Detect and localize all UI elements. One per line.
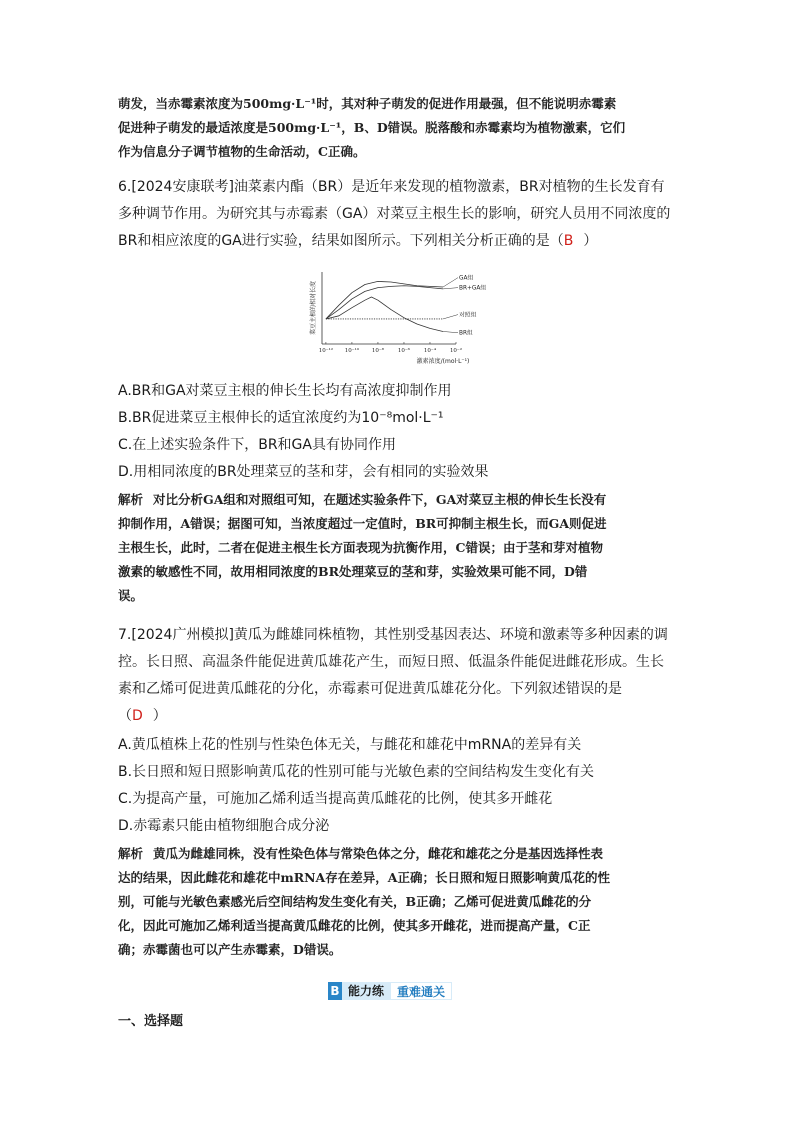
prev-explanation-line: 促进种子萌发的最适浓度是500mg·L⁻¹，B、D错误。脱落酸和赤霉素均为植物激素，它们 [118,120,626,135]
explanation-line: 激素的敏感性不同，故用相同浓度的BR处理菜豆的茎和芽，实验效果可能不同，D错 [118,564,588,579]
option-c: C.为提高产量，可施加乙烯利适当提高黄瓜雌花的比例，使其多开雌花 [118,791,553,807]
question-6-line [118,228,678,255]
option-a: A.BR和GA对菜豆主根的伸长生长均有高浓度抑制作用 [118,383,452,399]
question-6-close-paren: ） [583,233,598,249]
section-heading: 一、选择题 [118,1014,184,1029]
question-6-line: 6.[2024安康联考]油菜素内酯（BR）是近年来发现的植物激素，BR对植物的生长发育有 [118,179,665,195]
series-label-1: BR+GA组 [459,285,487,292]
y-axis-label: 菜豆主根的相对长度 [310,280,317,336]
explanation-line: 主根生长，此时，二者在促进主根生长方面表现为抗衡作用，C错误；由于茎和芽对植物 [118,540,603,555]
option-b: B.长日照和短日照影响黄瓜花的性别可能与光敏色素的空间结构发生变化有关 [118,764,595,780]
series-line-3 [326,297,443,331]
question-6-line: 多种调节作用。为研究其与赤霉素（GA）对菜豆主根生长的影响，研究人员用不同浓度的 [118,206,671,222]
series-leader-3 [443,331,458,332]
explanation-line: 误。 [118,588,144,603]
question-7-stem [118,622,678,730]
explanation-line: 抑制作用，A错误；据图可知，当浓度超过一定值时，BR可抑制主根生长，而GA则促进 [118,516,607,531]
explanation-text: 黄瓜为雌雄同株，没有性染色体与常染色体之分，雌花和雄花之分是基因选择性表 [153,846,604,861]
question-7-line: 7.[2024广州模拟]黄瓜为雌雄同株植物，其性别受基因表达、环境和激素等多种因素的调 [118,627,668,643]
series-label-3: BR组 [459,330,473,337]
banner-subtitle: 重难通关 [390,982,452,1000]
x-tick-label: 10⁻¹² [318,348,334,354]
option-b: B.BR促进菜豆主根伸长的适宜浓度约为10⁻⁸mol·L⁻¹ [118,410,444,426]
explanation-line [118,488,678,512]
question-6-answer: B [563,233,574,249]
prev-explanation-line: 作为信息分子调节植物的生命活动，C正确。 [118,144,366,159]
question-6-explanation [118,488,678,608]
prev-explanation [118,92,678,164]
x-tick-label: 10⁻⁶ [397,348,411,354]
series-label-2: 对照组 [459,312,477,319]
ability-practice-banner [328,982,452,1000]
option-d: D.赤霉素只能由植物细胞合成分泌 [118,818,330,834]
explanation-line: 确；赤霉菌也可以产生赤霉素，D错误。 [118,942,342,957]
series-leader-0 [443,278,458,287]
question-7-explanation [118,842,678,962]
question-7-options [118,732,678,840]
question-7-close-paren: ） [152,708,167,724]
question-6-stem [118,174,678,255]
x-tick-label: 10⁻⁴ [423,348,437,354]
question-6-options [118,378,678,486]
series-line-1 [326,286,443,319]
series-leader-1 [443,288,458,289]
x-tick-label: 10⁻¹⁰ [344,348,360,354]
banner-title: 能力练 [342,982,390,1000]
explanation-line: 达的结果，因此雌花和雄花中mRNA存在差异，A正确；长日照和短日照影响黄瓜花的性 [118,870,610,885]
question-7-open-paren: （ [118,708,132,724]
series-label-0: GA组 [459,275,474,282]
explanation-line: 化，因此可施加乙烯利适当提高黄瓜雌花的比例，使其多开雌花，进而提高产量，C正 [118,918,591,933]
explanation-label: 解析 [118,492,144,507]
x-tick-label: 10⁻² [449,348,463,354]
banner-letter: B [328,982,342,1000]
question-7-line [118,703,678,730]
question-6-last-text: BR和相应浓度的GA进行实验，结果如图所示。下列相关分析正确的是（ [118,233,564,249]
option-a: A.黄瓜植株上花的性别与性染色体无关，与雌花和雄花中mRNA的差异有关 [118,737,582,753]
option-d: D.用相同浓度的BR处理菜豆的茎和芽，会有相同的实验效果 [118,464,489,480]
x-tick-label: 10⁻⁸ [371,348,384,354]
x-axis-label: 激素浓度/(mol·L⁻¹) [416,358,470,365]
explanation-label: 解析 [118,846,144,861]
series-leader-2 [443,315,458,319]
option-c: C.在上述实验条件下，BR和GA具有协同作用 [118,437,396,453]
explanation-text: 对比分析GA组和对照组可知，在题述实验条件下，GA对菜豆主根的伸长生长没有 [153,492,607,507]
chart-svg [308,268,498,370]
explanation-line [118,842,678,866]
question-7-line: 素和乙烯可促进黄瓜雌花的分化，赤霉素可促进黄瓜雄花分化。下列叙述错误的是 [118,681,622,697]
explanation-line: 别，可能与光敏色素感光后空间结构发生变化有关，B正确；乙烯可促进黄瓜雌花的分 [118,894,592,909]
prev-explanation-line: 萌发，当赤霉素浓度为500mg·L⁻¹时，其对种子萌发的促进作用最强，但不能说明赤霉素 [118,96,617,111]
question-7-answer: D [132,708,143,724]
question-7-line: 控。长日照、高温条件能促进黄瓜雄花产生，而短日照、低温条件能促进雌花形成。生长 [118,654,664,670]
root-length-chart [308,268,498,370]
chart-series-layer [326,278,458,333]
